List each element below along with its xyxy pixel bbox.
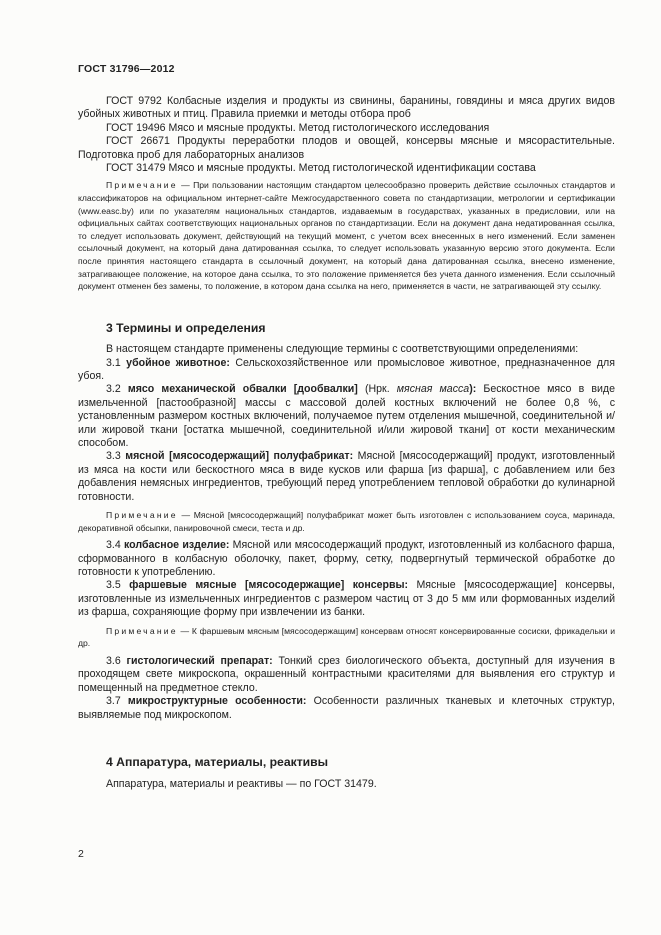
reference-item: ГОСТ 31479 Мясо и мясные продукты. Метод гистологической идентификации состава <box>106 162 536 175</box>
section-4-text: Аппаратура, материалы и реактивы — по ГОСТ 31479. <box>106 778 377 791</box>
section-4-heading: 4 Аппаратура, материалы, реактивы <box>106 754 329 769</box>
note-3-5: Примечание — К фаршевым мясным [мясосодержащим] консервам относят консервированные сосиски, фрикадельки и др. <box>78 625 615 649</box>
term-3-7: 3.7 микроструктурные особенности: Особенности различных тканевых и клеточных структур, выявляемые под микроскопом. <box>78 695 615 721</box>
note-references: Примечание — При пользовании настоящим стандартом целесообразно проверить действие ссылочных стандартов и классификаторов на официальном интернет-сайте Межгосударственного совета по стандартизации, метрологии и сертификации (www.easc.by) или по указателям национальных стандартов, издаваемым в государствах, указанных в предисловии, или на официальных сайтах соответствующих национальных органов по стандартизации. Если на документ дана недатированная ссылка, то следует использовать документ, действующий на текущий момент, с учетом всех внесенных в него изменений. Если заменен ссылочный документ, на который дана датированная ссылка, то следует использовать указанную версию этого документа. Если после принятия настоящего стандарта в ссылочный документ, на который дана датированная ссылка, внесено изменение, затрагивающее положение, на которое дана ссылка, то это положение применяется без учета данного изменения. Если ссылочный документ отменен без замены, то положение, в котором дана ссылка на него, применяется в части, не затрагивающей эту ссылку. <box>78 180 615 292</box>
standard-header: ГОСТ 31796—2012 <box>78 63 175 75</box>
term-3-6: 3.6 гистологический препарат: Тонкий срез биологического объекта, доступный для изучения в проходящем свете микроскопа, окрашенный контрастными красителями для выявления его структур и помещенный на предметное стекло. <box>78 654 615 694</box>
term-3-2: 3.2 мясо механической обвалки [дообвалки] (Нрк. мясная масса): Бескостное мясо в виде измельченной [пастообразной] массы с массовой долей костных включений не более 0,8 %, с установленным размером костных включений, получаемое путем отделения мышечной, соединительной и/или жировой ткани [остатка мышечной, соединительной и/или жировой ткани] от кости механическим способом. <box>78 383 615 450</box>
reference-item: ГОСТ 19496 Мясо и мясные продукты. Метод гистологического исследования <box>106 121 490 134</box>
note-3-3: Примечание — Мясной [мясосодержащий] полуфабрикат может быть изготовлен с использованием соуса, маринада, декоративной обсыпки, панировочной смеси, теста и др. <box>78 510 615 533</box>
reference-item: ГОСТ 26671 Продукты переработки плодов и овощей, консервы мясные и мясорастительные. Подготовка проб для лабораторных анализов <box>78 135 615 161</box>
page-number: 2 <box>78 848 84 860</box>
section-3-heading: 3 Термины и определения <box>106 320 266 335</box>
section-3-intro: В настоящем стандарте применены следующие термины с соответствующими определениями: <box>106 343 579 356</box>
reference-item: ГОСТ 9792 Колбасные изделия и продукты из свинины, баранины, говядины и мяса других видов убойных животных и птиц. Правила приемки и методы отбора проб <box>78 95 615 121</box>
term-3-4: 3.4 колбасное изделие: Мясной или мясосодержащий продукт, изготовленный из колбасного фарша, сформованного в колбасную оболочку, пакет, форму, сетку, подвергнутый термической обработке до готовности к употреблению. <box>78 539 615 579</box>
term-3-1: 3.1 убойное животное: Сельскохозяйственное или промысловое животное, предназначенное для убоя. <box>78 356 615 382</box>
page-body <box>78 95 615 792</box>
term-3-5: 3.5 фаршевые мясные [мясосодержащие] консервы: Мясные [мясосодержащие] консервы, изготовленные из измельченных ингредиентов с размером частиц от 3 до 5 мм или формованных изделий из фарша, сохраняющие форму при извлечении из банки. <box>78 579 615 619</box>
term-3-3: 3.3 мясной [мясосодержащий] полуфабрикат: Мясной [мясосодержащий] продукт, изготовленный из мяса на кости или бескостного мяса в виде кусков или фарша [из фарша], с добавлением или без добавления немясных ингредиентов, требующий перед употреблением тепловой обработки до кулинарной готовности. <box>78 450 616 503</box>
